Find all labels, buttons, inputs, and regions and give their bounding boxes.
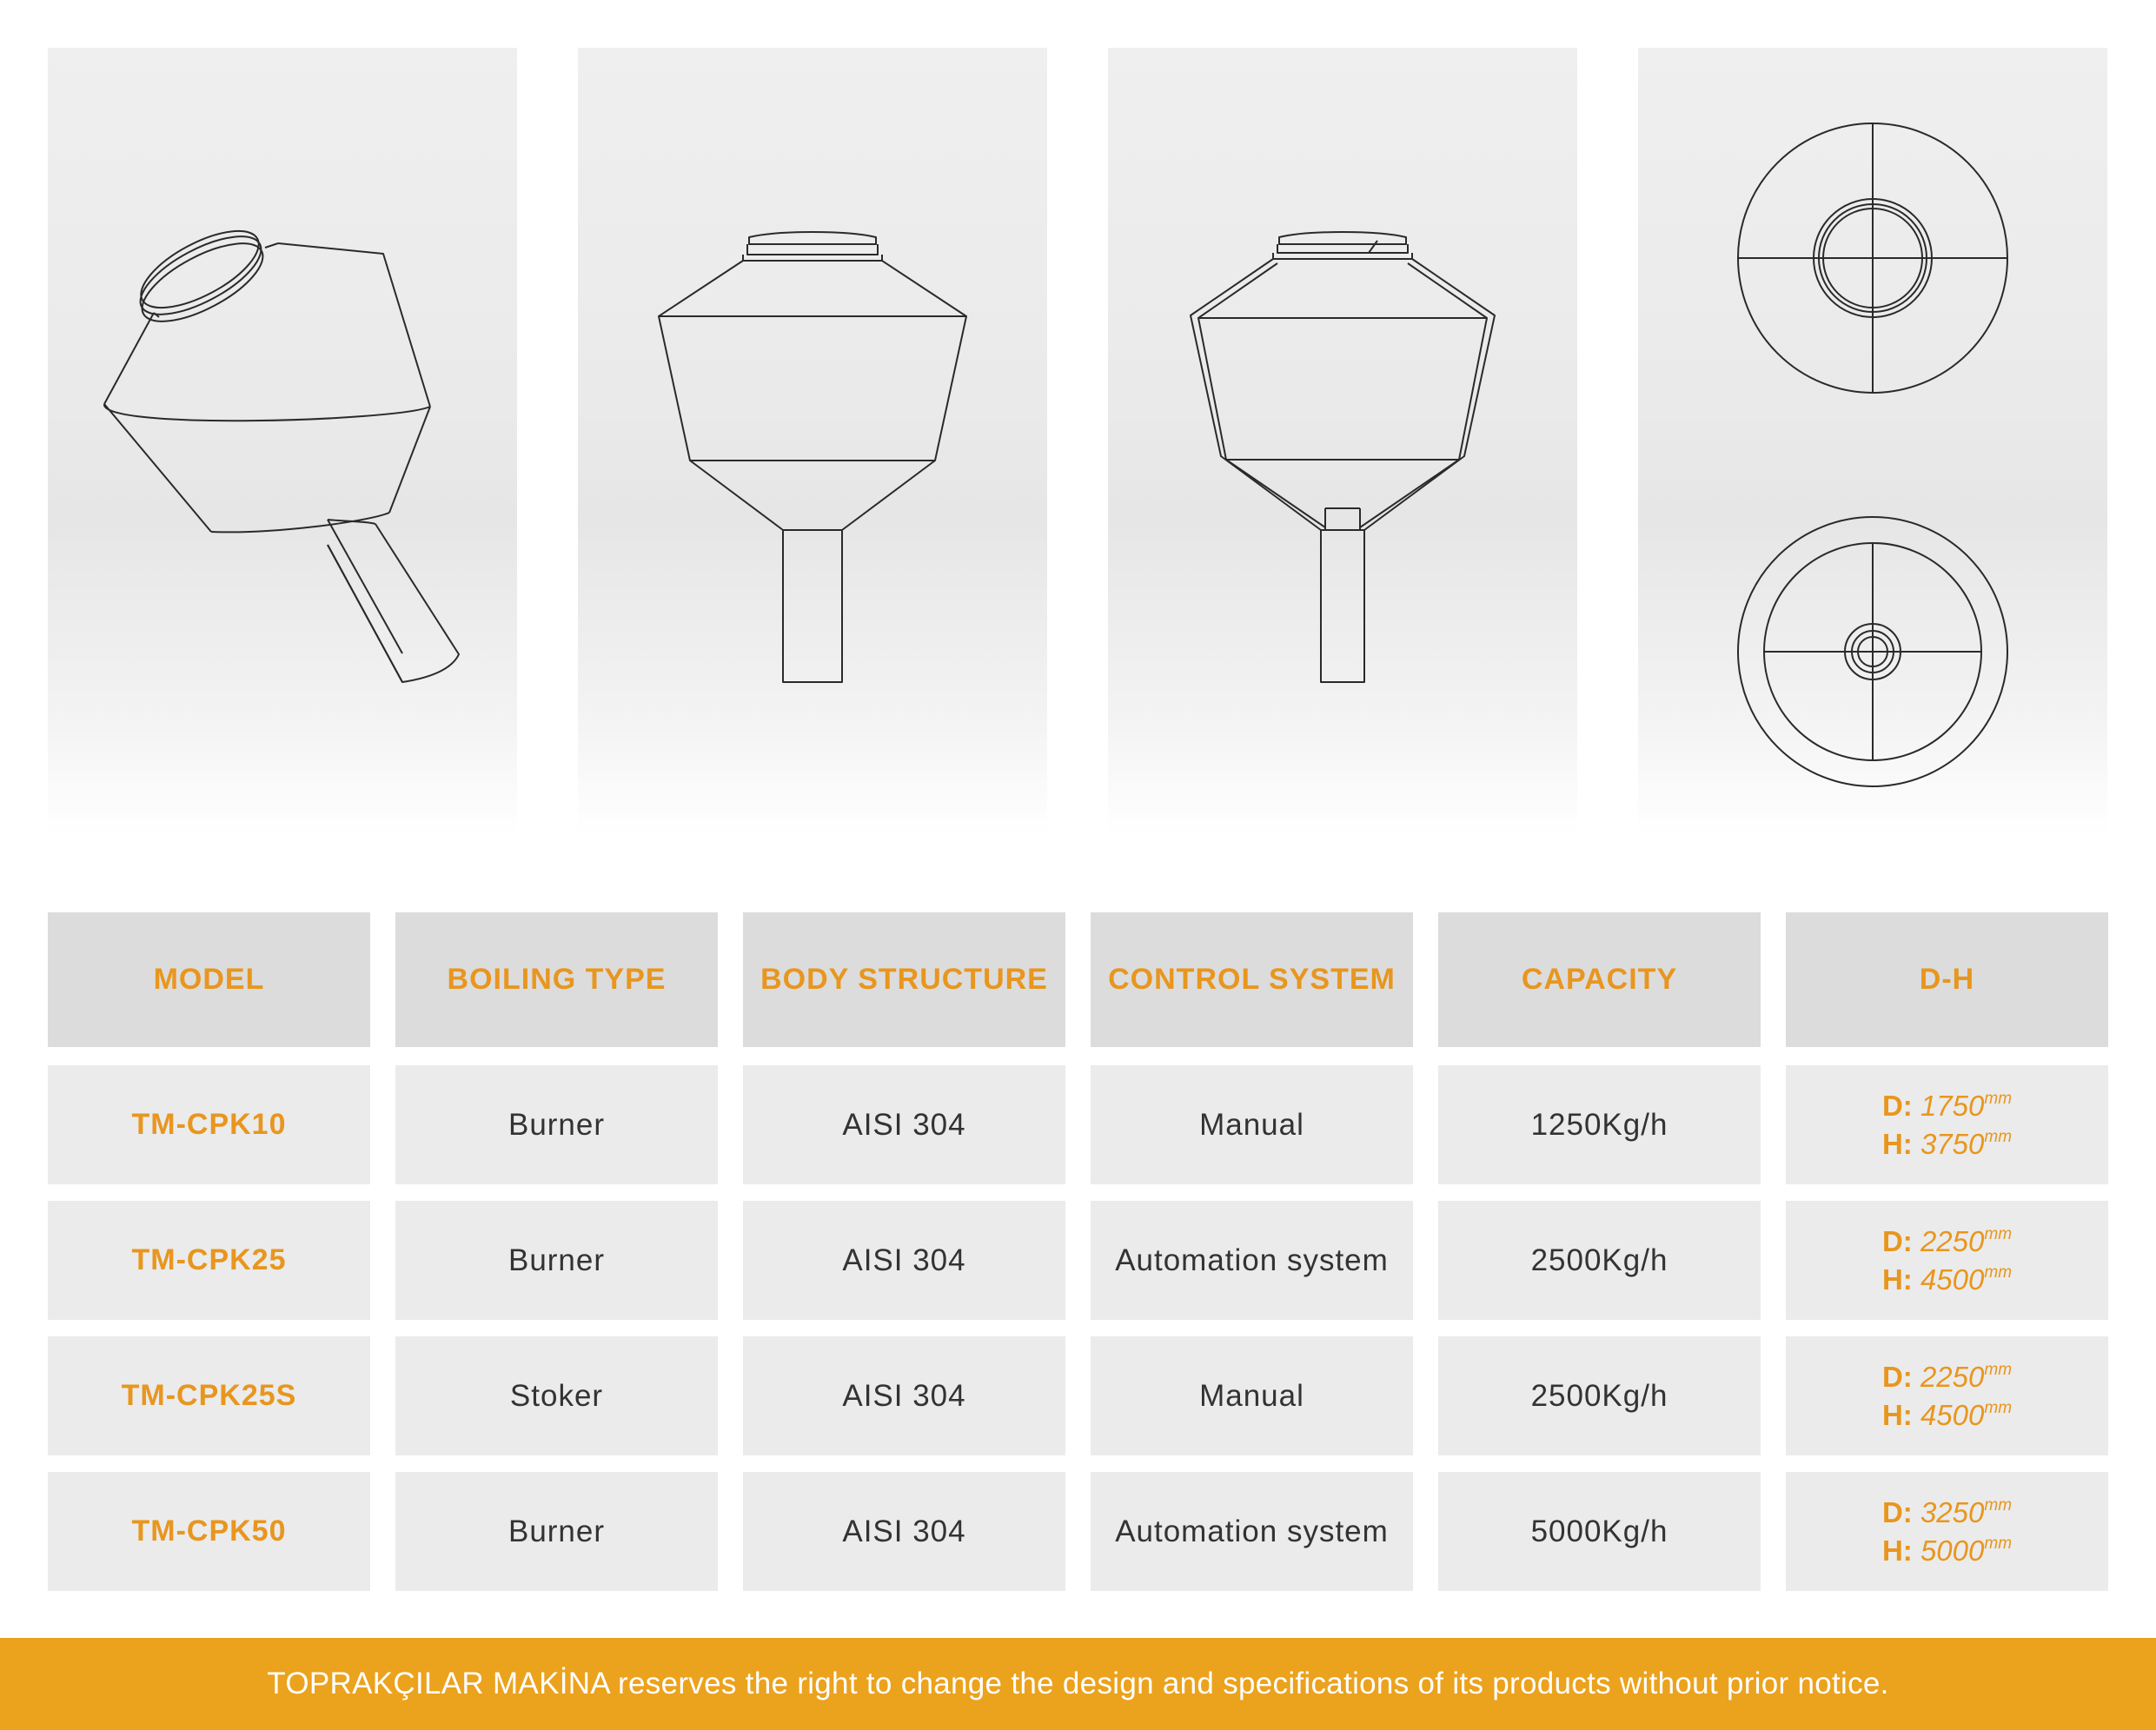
boiling-type-cell: Burner — [395, 1472, 718, 1591]
header-body-structure: BODY STRUCTURE — [743, 912, 1065, 1047]
diameter-value: D: $1750^{mm}$ — [1881, 1089, 2013, 1122]
model-cell — [48, 1472, 370, 1591]
header-model: MODEL — [48, 912, 370, 1047]
boiling-type-cell: Burner — [395, 1065, 718, 1184]
dimensions-cell — [1786, 1472, 2108, 1591]
diameter-value: D: $2250^{mm}$ — [1881, 1360, 2013, 1393]
height-value: H: $3750^{mm}$ — [1881, 1127, 2013, 1160]
body-structure-cell: AISI 304 — [743, 1472, 1065, 1591]
control-system-cell: Automation system — [1091, 1201, 1413, 1320]
diameter-value: D: $2250^{mm}$ — [1881, 1224, 2013, 1257]
footer-notice-bar — [0, 1638, 2156, 1730]
header-control-system: CONTROL SYSTEM — [1091, 912, 1413, 1047]
control-system-cell: Manual — [1091, 1336, 1413, 1455]
model-name: TM-CPK25S — [121, 1379, 297, 1412]
capacity-cell: 2500Kg/h — [1438, 1336, 1761, 1455]
model-name: TM-CPK50 — [131, 1515, 287, 1548]
model-name: TM-CPK25 — [131, 1243, 287, 1276]
dimensions-cell — [1786, 1336, 2108, 1455]
capacity-cell: 5000Kg/h — [1438, 1472, 1761, 1591]
section-view-panel — [1108, 48, 1577, 834]
dimensions-cell — [1786, 1065, 2108, 1184]
model-cell — [48, 1336, 370, 1455]
height-value: H: $4500^{mm}$ — [1881, 1263, 2013, 1296]
model-cell — [48, 1201, 370, 1320]
footer-notice-text: TOPRAKÇILAR MAKİNA reserves the right to change the design and specifications of its products without prior notice. — [267, 1667, 1889, 1700]
body-structure-cell: AISI 304 — [743, 1065, 1065, 1184]
front-drawing — [578, 48, 1047, 834]
perspective-drawing — [48, 48, 517, 834]
model-name: TM-CPK10 — [131, 1108, 287, 1141]
perspective-view-panel — [48, 48, 517, 834]
model-cell — [48, 1065, 370, 1184]
height-value: H: $4500^{mm}$ — [1881, 1398, 2013, 1431]
top-bottom-drawing — [1638, 48, 2107, 834]
front-view-panel — [578, 48, 1047, 834]
body-structure-cell: AISI 304 — [743, 1201, 1065, 1320]
boiling-type-cell: Stoker — [395, 1336, 718, 1455]
diameter-value: D: $3250^{mm}$ — [1881, 1495, 2013, 1528]
header-boiling-type: BOILING TYPE — [395, 912, 718, 1047]
control-system-cell: Manual — [1091, 1065, 1413, 1184]
height-value: H: $5000^{mm}$ — [1881, 1534, 2013, 1567]
top-bottom-view-panel — [1638, 48, 2107, 834]
dimensions-cell — [1786, 1201, 2108, 1320]
control-system-cell: Automation system — [1091, 1472, 1413, 1591]
header-capacity: CAPACITY — [1438, 912, 1761, 1047]
header-d-h: D-H — [1786, 912, 2108, 1047]
body-structure-cell: AISI 304 — [743, 1336, 1065, 1455]
section-drawing — [1108, 48, 1577, 834]
capacity-cell: 2500Kg/h — [1438, 1201, 1761, 1320]
capacity-cell: 1250Kg/h — [1438, 1065, 1761, 1184]
boiling-type-cell: Burner — [395, 1201, 718, 1320]
